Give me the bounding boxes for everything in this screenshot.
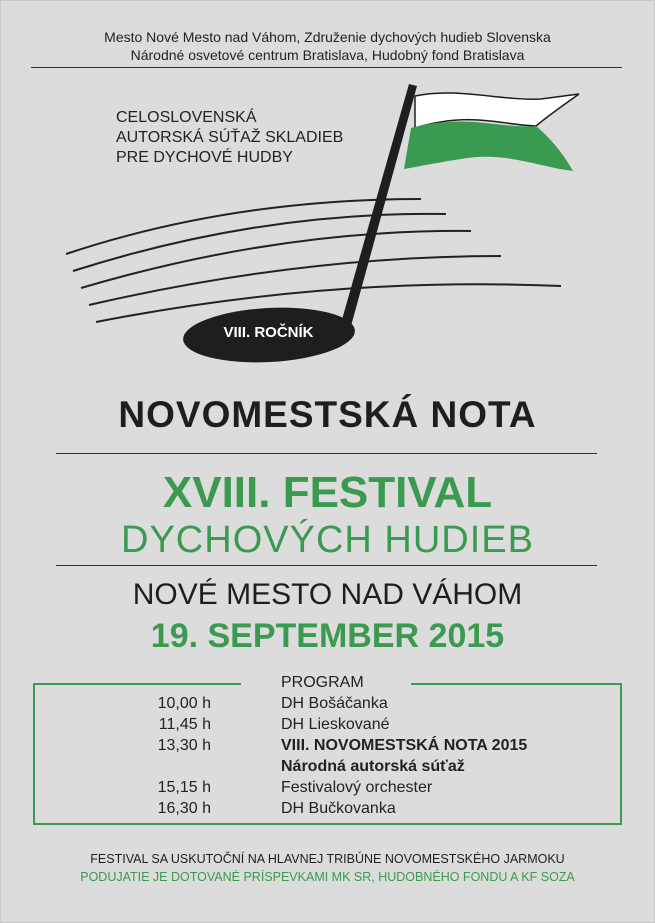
staff-lines bbox=[66, 199, 561, 322]
festival-subtitle: DYCHOVÝCH HUDIEB bbox=[121, 519, 534, 561]
main-title: NOVOMESTSKÁ NOTA bbox=[118, 394, 537, 435]
competition-line-1: CELOSLOVENSKÁ bbox=[116, 109, 257, 126]
festival-divider bbox=[56, 565, 597, 566]
title-divider bbox=[56, 453, 597, 454]
festival-title: XVIII. FESTIVAL bbox=[162, 468, 493, 517]
program-act: DH Bošáčanka bbox=[281, 695, 388, 712]
organizers-line-2: Národné osvetové centrum Bratislava, Hudobný fond Bratislava bbox=[130, 47, 525, 63]
program-time: 10,00 h bbox=[157, 695, 211, 712]
program-act: DH Bučkovanka bbox=[281, 800, 396, 817]
program-time: 13,30 h bbox=[157, 737, 211, 754]
competition-line-3: PRE DYCHOVÉ HUDBY bbox=[116, 149, 293, 166]
sponsors-note: PODUJATIE JE DOTOVANÉ PRÍSPEVKAMI MK SR, HUDOBNÉHO FONDU A KF SOZA bbox=[80, 870, 575, 884]
organizers-line-1: Mesto Nové Mesto nad Váhom, Združenie dychových hudieb Slovenska bbox=[104, 29, 551, 45]
header-divider bbox=[31, 67, 622, 68]
program-act: DH Lieskované bbox=[281, 716, 390, 733]
program-time: 15,15 h bbox=[157, 779, 211, 796]
program-title: PROGRAM bbox=[281, 674, 364, 691]
program-act-subtitle: Národná autorská súťaž bbox=[281, 758, 465, 775]
edition-label: VIII. ROČNÍK bbox=[223, 324, 314, 341]
place: NOVÉ MESTO NAD VÁHOM bbox=[132, 578, 523, 611]
venue-note: FESTIVAL SA USKUTOČNÍ NA HLAVNEJ TRIBÚNE NOVOMESTSKÉHO JARMOKU bbox=[90, 852, 565, 866]
program-act: Festivalový orchester bbox=[281, 779, 433, 796]
program-time: 11,45 h bbox=[158, 716, 211, 733]
competition-line-2: AUTORSKÁ SÚŤAŽ SKLADIEB bbox=[116, 129, 344, 146]
date: 19. SEPTEMBER 2015 bbox=[150, 617, 505, 655]
program-time: 16,30 h bbox=[157, 800, 211, 817]
program-act: VIII. NOVOMESTSKÁ NOTA 2015 bbox=[281, 737, 528, 754]
